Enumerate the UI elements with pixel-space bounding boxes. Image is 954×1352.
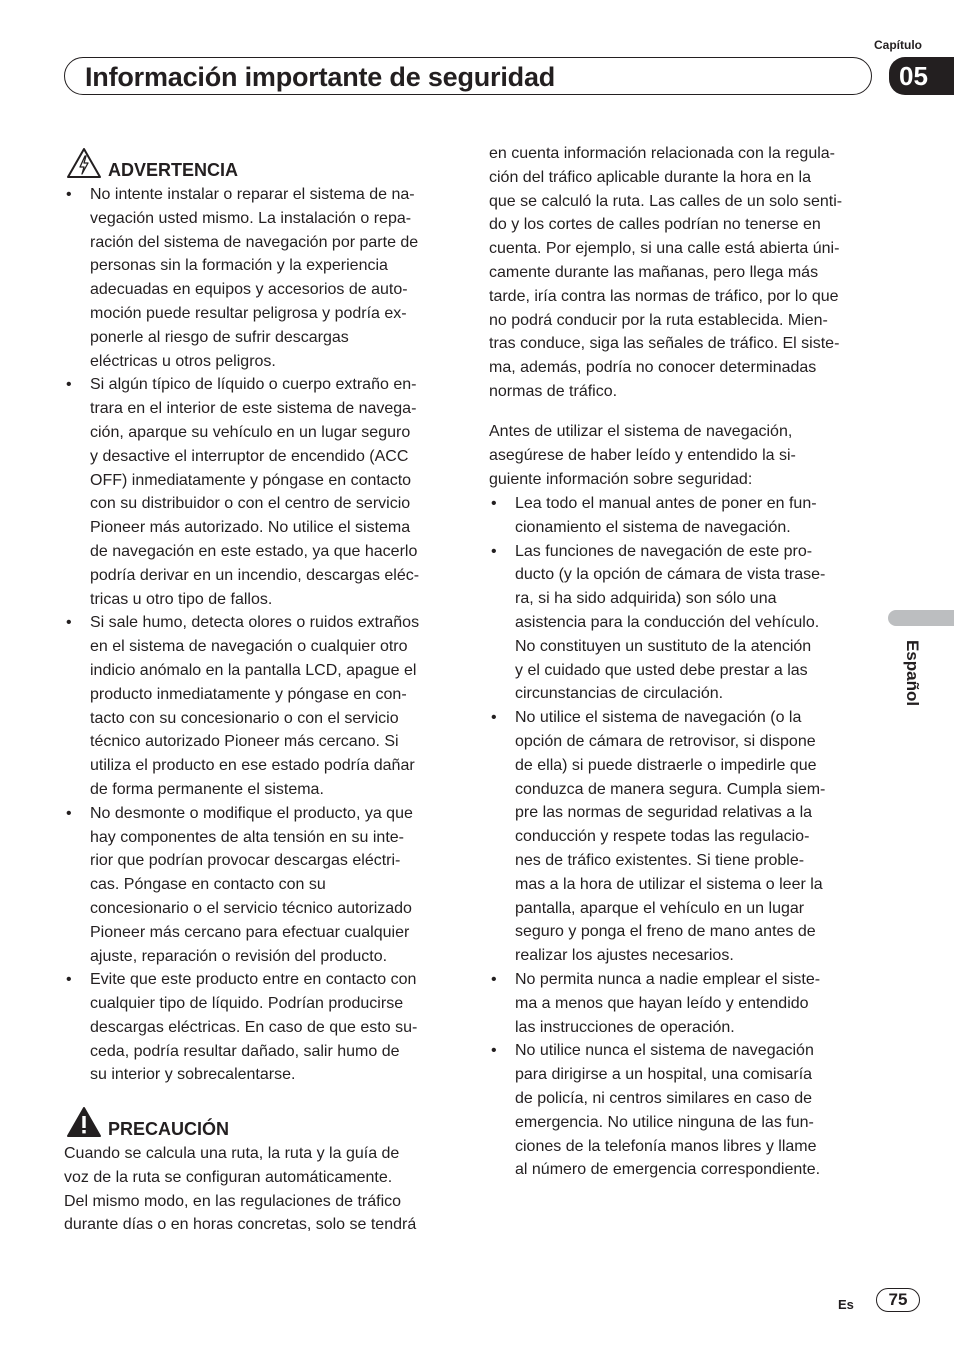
- warning-heading: ADVERTENCIA: [108, 160, 239, 180]
- text-line: de navegación en este estado, ya que hacerlo: [90, 542, 418, 560]
- text-line: eléctricas u otros peligros.: [90, 352, 276, 370]
- text-line: normas de tráfico.: [489, 382, 618, 400]
- text-line: personas sin la formación y la experiencia: [90, 257, 388, 275]
- text-line: ducto (y la opción de cámara de vista trase-: [515, 566, 826, 584]
- text-line: trara en el interior de este sistema de navega-: [90, 400, 417, 418]
- safety-intro-text: [489, 420, 889, 491]
- text-line: pantalla, aparque el vehículo en un lugar: [515, 899, 805, 917]
- text-line: producto inmediatamente y póngase en con-: [90, 685, 407, 703]
- text-line: Pioneer más cercano para efectuar cualquier: [90, 923, 410, 941]
- safety-list: [489, 492, 889, 1182]
- list-item: [64, 183, 454, 373]
- text-line: moción puede resultar peligrosa y podría ex-: [90, 304, 407, 322]
- bullet-icon: •: [66, 804, 72, 822]
- bullet-icon: •: [491, 542, 497, 560]
- text-line: al número de emergencia correspondiente.: [515, 1161, 821, 1179]
- text-line: y desactive el interruptor de encendido (ACC: [90, 447, 409, 465]
- list-item: [64, 373, 454, 611]
- text-line: No permita nunca a nadie emplear el siste-: [515, 970, 821, 988]
- text-line: tricas u otro tipo de fallos.: [90, 590, 273, 608]
- text-line: de forma permanente el sistema.: [90, 780, 324, 798]
- list-item: [489, 1039, 889, 1182]
- text-line: indicio anómalo en la pantalla LCD, apague el: [90, 661, 417, 679]
- caution-text: [64, 1142, 454, 1237]
- text-line: con su distribuidor o con el centro de servicio: [90, 495, 411, 513]
- page-number: 75: [876, 1288, 920, 1312]
- text-line: y el cuidado que usted debe prestar a las: [515, 661, 808, 679]
- text-line: técnico autorizado Pioneer más cercano. Si: [90, 733, 399, 751]
- text-line: ra, si ha sido adquirida) son sólo una: [515, 590, 777, 608]
- list-item: [64, 802, 454, 969]
- text-line: realizar los ajustes necesarios.: [515, 947, 734, 965]
- text-line: ciones de la telefonía manos libres y llame: [515, 1137, 817, 1155]
- list-item: [489, 706, 889, 968]
- text-line: hay componentes de alta tensión en su inte-: [90, 828, 404, 846]
- text-line: No intente instalar o reparar el sistema de na-: [90, 186, 415, 203]
- exclamation-warning-icon: [66, 1106, 102, 1143]
- list-item-text: [515, 1039, 889, 1182]
- text-line: nes de tráfico existentes. Si tiene proble-: [515, 851, 805, 869]
- list-item: [489, 492, 889, 540]
- text-line: asistencia para la conducción del vehículo.: [515, 613, 820, 631]
- bullet-icon: •: [491, 1042, 497, 1060]
- text-line: seguro y ponga el freno de mano antes de: [515, 923, 816, 941]
- text-line: descargas eléctricas. En caso de que esto su-: [90, 1018, 418, 1036]
- list-item: [489, 540, 889, 707]
- text-line: utiliza el producto en ese estado podría dañar: [90, 757, 415, 775]
- text-line: pre las normas de seguridad relativas a la: [515, 804, 813, 822]
- text-line: Si sale humo, detecta olores o ruidos extraños: [90, 614, 420, 632]
- text-line: OFF) inmediatamente y póngase en contacto: [90, 471, 412, 489]
- text-line: camente durante las mañanas, pero llega más: [489, 263, 819, 281]
- title-frame: [64, 57, 872, 95]
- bullet-icon: •: [66, 186, 72, 203]
- text-line: Antes de utilizar el sistema de navegación,: [489, 423, 793, 440]
- text-line: No utilice el sistema de navegación (o la: [515, 709, 802, 727]
- text-line: vegación usted mismo. La instalación o repa-: [90, 209, 412, 227]
- text-line: no podrá conducir por la ruta establecida. Mien-: [489, 311, 828, 329]
- text-line: en cuenta información relacionada con la regula-: [489, 145, 835, 162]
- text-line: No desmonte o modifique el producto, ya que: [90, 804, 413, 822]
- caution-continuation-text: [489, 142, 889, 404]
- bullet-icon: •: [66, 614, 72, 632]
- text-line: asegúrese de haber leído y entendido la si-: [489, 446, 796, 464]
- chapter-label: Capítulo: [874, 38, 922, 52]
- text-line: podría derivar en un incendio, descargas eléc-: [90, 566, 420, 584]
- text-line: cionamiento el sistema de navegación.: [515, 518, 791, 536]
- text-line: Las funciones de navegación de este pro-: [515, 542, 813, 560]
- list-item-text: [90, 968, 454, 1087]
- text-line: conduzca de manera segura. Cumpla siem-: [515, 780, 826, 798]
- bullet-icon: •: [491, 495, 497, 512]
- text-line: Lea todo el manual antes de poner en fun-: [515, 495, 817, 512]
- list-item-text: [90, 611, 454, 801]
- text-line: las instrucciones de operación.: [515, 1018, 735, 1036]
- text-line: ción del tráfico aplicable durante la hora en la: [489, 168, 811, 186]
- chapter-number-tab: 05: [889, 57, 954, 95]
- text-line: No constituyen un sustituto de la atención: [515, 637, 812, 655]
- page-title: Información importante de seguridad: [85, 62, 556, 92]
- text-line: su interior y sobrecalentarse.: [90, 1066, 296, 1084]
- text-line: ajuste, reparación o revisión del producto.: [90, 947, 388, 965]
- text-line: de ella) si puede distraerle o impedirle que: [515, 756, 817, 774]
- text-line: guiente información sobre seguridad:: [489, 470, 753, 488]
- list-item: [489, 968, 889, 1039]
- list-item: [64, 968, 454, 1087]
- text-line: Cuando se calcula una ruta, la ruta y la guía de: [64, 1145, 400, 1162]
- list-item-text: [515, 706, 889, 968]
- footer-language-code: Es: [838, 1297, 854, 1312]
- caution-heading: PRECAUCIÓN: [108, 1119, 230, 1139]
- text-line: concesionario o el servicio técnico autorizado: [90, 899, 412, 917]
- text-line: ma, además, podría no conocer determinadas: [489, 359, 817, 377]
- text-line: adecuadas en equipos y accesorios de auto-: [90, 281, 408, 299]
- text-line: Pioneer más autorizado. No utilice el sistema: [90, 519, 411, 537]
- text-line: mas a la hora de utilizar el sistema o leer la: [515, 875, 823, 893]
- text-line: tarde, iría contra las normas de tráfico, por lo que: [489, 287, 839, 305]
- text-line: cas. Póngase en contacto con su: [90, 876, 326, 894]
- text-line: para dirigirse a un hospital, una comisaría: [515, 1066, 813, 1084]
- text-line: ción, aparque su vehículo en un lugar seguro: [90, 423, 411, 441]
- text-line: cuenta. Por ejemplo, si una calle está abierta úni-: [489, 240, 840, 258]
- list-item-text: [515, 968, 889, 1039]
- text-line: de policía, ni centros similares en caso de: [515, 1089, 813, 1107]
- text-line: do y los cortes de calles podrían no tenerse en: [489, 216, 821, 234]
- list-item-text: [515, 540, 889, 707]
- bullet-icon: •: [491, 970, 497, 988]
- list-item-text: [515, 492, 889, 540]
- text-line: que se calculó la ruta. Las calles de un solo senti-: [489, 192, 843, 210]
- list-item-text: [90, 373, 454, 611]
- text-line: en el sistema de navegación o cualquier otro: [90, 638, 408, 656]
- text-line: tras conduce, siga las señales de tráfico. El siste-: [489, 335, 840, 353]
- bullet-icon: •: [66, 971, 72, 989]
- text-line: emergencia. No utilice ninguna de las fun-: [515, 1113, 814, 1131]
- bullet-icon: •: [66, 376, 72, 394]
- list-item: [64, 611, 454, 801]
- text-line: rior que podrían provocar descargas eléctri-: [90, 852, 401, 870]
- list-item-text: [90, 802, 454, 969]
- warning-list: [64, 183, 454, 1087]
- text-line: No utilice nunca el sistema de navegación: [515, 1042, 814, 1060]
- text-line: cualquier tipo de líquido. Podrían producirse: [90, 995, 404, 1013]
- text-line: ceda, podría resultar dañado, salir humo de: [90, 1042, 400, 1060]
- text-line: Del mismo modo, en las regulaciones de tráfico: [64, 1192, 402, 1210]
- text-line: ración del sistema de navegación por parte de: [90, 233, 419, 251]
- lightning-warning-icon: [66, 147, 102, 184]
- list-item-text: [90, 183, 454, 373]
- text-line: tacto con su concesionario o con el servicio: [90, 709, 399, 727]
- text-line: Si algún típico de líquido o cuerpo extraño en-: [90, 376, 417, 394]
- text-line: ponerle al riesgo de sufrir descargas: [90, 328, 349, 346]
- text-line: voz de la ruta se configuran automáticamente.: [64, 1168, 393, 1186]
- text-line: Evite que este producto entre en contacto con: [90, 971, 417, 989]
- text-line: ma a menos que hayan leído y entendido: [515, 994, 809, 1012]
- text-line: circunstancias de circulación.: [515, 685, 724, 703]
- text-line: durante días o en horas concretas, solo se tendrá: [64, 1216, 417, 1234]
- text-line: opción de cámara de retrovisor, si dispone: [515, 732, 816, 750]
- text-line: conducción y respete todas las regulacio-: [515, 828, 810, 846]
- language-tab-label: Español: [903, 639, 922, 707]
- bullet-icon: •: [491, 709, 497, 727]
